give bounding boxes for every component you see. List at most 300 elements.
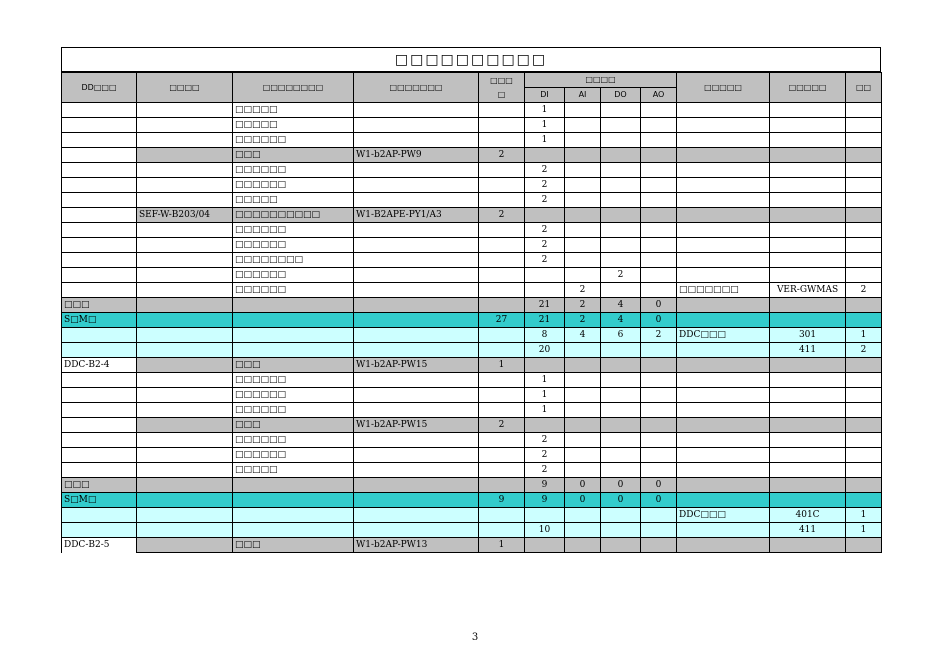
cell-ao	[641, 253, 677, 268]
cell-model	[770, 178, 846, 193]
cell-description: □□□□□□□□	[233, 253, 354, 268]
cell-model	[770, 163, 846, 178]
cell-model: VER-GWMAS	[770, 283, 846, 298]
table-row	[62, 358, 882, 373]
cell-model	[770, 433, 846, 448]
cell-system	[137, 313, 233, 328]
cell-count	[846, 373, 882, 388]
cell-ai	[565, 133, 601, 148]
cell-ao	[641, 178, 677, 193]
cell-do	[601, 148, 641, 163]
header-di: DI	[525, 88, 565, 103]
cell-di: 2	[525, 448, 565, 463]
cell-ddc	[62, 523, 137, 538]
cell-ai: 0	[565, 493, 601, 508]
cell-description: □□□□□□	[233, 283, 354, 298]
cell-model	[770, 478, 846, 493]
table-row	[62, 418, 882, 433]
cell-quantity	[479, 133, 525, 148]
cell-ddc: □□□	[62, 298, 137, 313]
cell-ddc	[62, 283, 137, 298]
cell-module	[677, 298, 770, 313]
cell-ai	[565, 118, 601, 133]
cell-count	[846, 103, 882, 118]
cell-ddc	[62, 388, 137, 403]
cell-quantity	[479, 373, 525, 388]
cell-system	[137, 343, 233, 358]
cell-ao	[641, 358, 677, 373]
cell-code	[354, 523, 479, 538]
cell-quantity	[479, 403, 525, 418]
cell-do	[601, 463, 641, 478]
cell-description	[233, 523, 354, 538]
cell-description: □□□□□	[233, 118, 354, 133]
cell-description: □□□□□□	[233, 223, 354, 238]
cell-count	[846, 253, 882, 268]
cell-ddc	[62, 328, 137, 343]
cell-di	[525, 283, 565, 298]
cell-do	[601, 373, 641, 388]
cell-di: 2	[525, 238, 565, 253]
cell-do	[601, 208, 641, 223]
table-row	[62, 388, 882, 403]
cell-ddc	[62, 403, 137, 418]
cell-code	[354, 253, 479, 268]
cell-ai	[565, 268, 601, 283]
cell-di: 9	[525, 493, 565, 508]
cell-ddc	[62, 178, 137, 193]
cell-module	[677, 223, 770, 238]
cell-count	[846, 478, 882, 493]
cell-model	[770, 418, 846, 433]
cell-ao	[641, 373, 677, 388]
cell-model	[770, 208, 846, 223]
cell-do	[601, 538, 641, 553]
cell-model	[770, 463, 846, 478]
cell-code	[354, 103, 479, 118]
cell-system	[137, 493, 233, 508]
cell-ai	[565, 433, 601, 448]
cell-ao: 0	[641, 478, 677, 493]
cell-count	[846, 208, 882, 223]
cell-module	[677, 478, 770, 493]
cell-di	[525, 418, 565, 433]
cell-quantity	[479, 388, 525, 403]
table-row	[62, 238, 882, 253]
cell-di: 1	[525, 388, 565, 403]
cell-system	[137, 163, 233, 178]
cell-count: 1	[846, 328, 882, 343]
cell-ddc	[62, 268, 137, 283]
cell-module	[677, 208, 770, 223]
cell-system	[137, 448, 233, 463]
cell-description: □□□□□□□□□□	[233, 208, 354, 223]
cell-ai	[565, 463, 601, 478]
cell-system	[137, 478, 233, 493]
cell-description: □□□□□□	[233, 178, 354, 193]
table-row	[62, 298, 882, 313]
cell-system	[137, 403, 233, 418]
cell-di	[525, 208, 565, 223]
cell-di	[525, 358, 565, 373]
cell-quantity	[479, 478, 525, 493]
cell-ao: 2	[641, 328, 677, 343]
cell-count	[846, 148, 882, 163]
cell-ai: 0	[565, 478, 601, 493]
cell-do	[601, 133, 641, 148]
cell-di: 1	[525, 373, 565, 388]
cell-quantity: 9	[479, 493, 525, 508]
cell-description: □□□	[233, 358, 354, 373]
cell-ao	[641, 223, 677, 238]
cell-do	[601, 283, 641, 298]
cell-code	[354, 298, 479, 313]
cell-di: 2	[525, 463, 565, 478]
cell-count	[846, 223, 882, 238]
cell-do	[601, 433, 641, 448]
cell-do	[601, 103, 641, 118]
cell-count	[846, 118, 882, 133]
cell-ddc	[62, 448, 137, 463]
cell-ai	[565, 508, 601, 523]
cell-ddc	[62, 118, 137, 133]
cell-system	[137, 178, 233, 193]
cell-ao	[641, 418, 677, 433]
cell-count: 1	[846, 508, 882, 523]
table-row	[62, 343, 882, 358]
cell-ai	[565, 358, 601, 373]
cell-count	[846, 133, 882, 148]
cell-ddc	[62, 223, 137, 238]
cell-description: □□□□□	[233, 103, 354, 118]
cell-system	[137, 463, 233, 478]
cell-system: SEF-W-B203/04	[137, 208, 233, 223]
cell-di: 2	[525, 253, 565, 268]
cell-do: 0	[601, 478, 641, 493]
cell-do	[601, 388, 641, 403]
cell-ai	[565, 538, 601, 553]
cell-model	[770, 193, 846, 208]
cell-count	[846, 433, 882, 448]
cell-module	[677, 148, 770, 163]
table-row	[62, 133, 882, 148]
table-row	[62, 328, 882, 343]
cell-quantity	[479, 118, 525, 133]
cell-system	[137, 388, 233, 403]
table-row	[62, 433, 882, 448]
cell-code	[354, 238, 479, 253]
cell-di: 21	[525, 313, 565, 328]
cell-module	[677, 193, 770, 208]
cell-di	[525, 268, 565, 283]
cell-do	[601, 178, 641, 193]
cell-count	[846, 358, 882, 373]
cell-ao	[641, 463, 677, 478]
table-row	[62, 208, 882, 223]
cell-do	[601, 403, 641, 418]
cell-do	[601, 418, 641, 433]
cell-ao: 0	[641, 313, 677, 328]
cell-di: 1	[525, 103, 565, 118]
cell-ao	[641, 283, 677, 298]
cell-description	[233, 328, 354, 343]
cell-module	[677, 343, 770, 358]
cell-ddc	[62, 238, 137, 253]
header-model: □□□□□	[770, 73, 846, 103]
page-number: 3	[471, 632, 479, 643]
cell-code	[354, 343, 479, 358]
cell-di: 21	[525, 298, 565, 313]
cell-quantity	[479, 103, 525, 118]
cell-ai	[565, 103, 601, 118]
header-quantity-line1: □□□	[490, 75, 513, 85]
table-header	[62, 73, 882, 103]
cell-code: W1-b2AP-PW9	[354, 148, 479, 163]
cell-di: 1	[525, 403, 565, 418]
cell-module	[677, 163, 770, 178]
cell-ai	[565, 223, 601, 238]
table-row	[62, 148, 882, 163]
cell-do	[601, 448, 641, 463]
cell-count	[846, 388, 882, 403]
cell-quantity	[479, 178, 525, 193]
cell-code	[354, 193, 479, 208]
cell-ao	[641, 163, 677, 178]
cell-ai	[565, 373, 601, 388]
cell-code: W1-b2AP-PW13	[354, 538, 479, 553]
cell-code: W1-b2AP-PW15	[354, 358, 479, 373]
cell-system	[137, 268, 233, 283]
cell-di: 1	[525, 118, 565, 133]
cell-module	[677, 253, 770, 268]
cell-quantity	[479, 238, 525, 253]
cell-count	[846, 493, 882, 508]
cell-di	[525, 538, 565, 553]
cell-ai	[565, 238, 601, 253]
cell-count: 2	[846, 343, 882, 358]
cell-module	[677, 493, 770, 508]
cell-system	[137, 538, 233, 553]
cell-quantity	[479, 523, 525, 538]
cell-system	[137, 508, 233, 523]
cell-quantity	[479, 463, 525, 478]
cell-ai	[565, 448, 601, 463]
cell-system	[137, 148, 233, 163]
cell-ddc	[62, 508, 137, 523]
cell-description: □□□□□□	[233, 388, 354, 403]
cell-ao	[641, 193, 677, 208]
cell-quantity	[479, 163, 525, 178]
cell-system	[137, 238, 233, 253]
cell-module: DDC□□□	[677, 508, 770, 523]
cell-di: 8	[525, 328, 565, 343]
cell-description	[233, 493, 354, 508]
table-row	[62, 118, 882, 133]
cell-count	[846, 463, 882, 478]
cell-model	[770, 358, 846, 373]
cell-ao	[641, 133, 677, 148]
cell-code	[354, 403, 479, 418]
cell-di	[525, 148, 565, 163]
cell-ao	[641, 148, 677, 163]
cell-module: DDC□□□	[677, 328, 770, 343]
cell-di: 2	[525, 178, 565, 193]
table-row	[62, 463, 882, 478]
cell-di: 2	[525, 193, 565, 208]
cell-count	[846, 418, 882, 433]
cell-ao	[641, 448, 677, 463]
cell-quantity: 1	[479, 538, 525, 553]
cell-model	[770, 448, 846, 463]
cell-model	[770, 493, 846, 508]
sheet-title: □□□□□□□□□□	[61, 47, 881, 72]
cell-code: W1-B2APE-PY1/A3	[354, 208, 479, 223]
io-point-table	[61, 72, 882, 553]
cell-system	[137, 328, 233, 343]
cell-quantity: 2	[479, 148, 525, 163]
cell-quantity	[479, 298, 525, 313]
cell-model	[770, 388, 846, 403]
table-row	[62, 283, 882, 298]
cell-description: □□□	[233, 538, 354, 553]
cell-model	[770, 238, 846, 253]
cell-ddc	[62, 463, 137, 478]
cell-quantity	[479, 343, 525, 358]
cell-module	[677, 523, 770, 538]
table-row	[62, 523, 882, 538]
cell-ao	[641, 343, 677, 358]
cell-module	[677, 118, 770, 133]
cell-ao	[641, 538, 677, 553]
table-row	[62, 538, 882, 553]
cell-quantity: 27	[479, 313, 525, 328]
cell-ao	[641, 103, 677, 118]
cell-model	[770, 373, 846, 388]
cell-ao	[641, 523, 677, 538]
cell-module	[677, 418, 770, 433]
cell-do	[601, 238, 641, 253]
cell-system	[137, 253, 233, 268]
cell-description: □□□□□□	[233, 238, 354, 253]
cell-ai	[565, 253, 601, 268]
cell-do	[601, 358, 641, 373]
cell-quantity	[479, 193, 525, 208]
cell-do	[601, 508, 641, 523]
cell-do: 4	[601, 298, 641, 313]
cell-count	[846, 193, 882, 208]
cell-model	[770, 268, 846, 283]
cell-count	[846, 448, 882, 463]
table-row	[62, 253, 882, 268]
cell-quantity: 2	[479, 418, 525, 433]
cell-module	[677, 103, 770, 118]
header-ddc: DD□□□	[62, 73, 137, 103]
cell-quantity	[479, 223, 525, 238]
table-row	[62, 478, 882, 493]
cell-ai	[565, 418, 601, 433]
cell-module	[677, 403, 770, 418]
cell-ddc: DDC-B2-4	[62, 358, 137, 373]
cell-ddc	[62, 433, 137, 448]
cell-module	[677, 448, 770, 463]
cell-module	[677, 463, 770, 478]
cell-ao	[641, 208, 677, 223]
cell-count	[846, 163, 882, 178]
cell-module	[677, 268, 770, 283]
table-row	[62, 448, 882, 463]
header-count: □□	[846, 73, 882, 103]
cell-system	[137, 523, 233, 538]
cell-description: □□□□□□	[233, 403, 354, 418]
cell-system	[137, 223, 233, 238]
cell-ddc	[62, 103, 137, 118]
cell-ai	[565, 163, 601, 178]
cell-ai: 4	[565, 328, 601, 343]
cell-code	[354, 133, 479, 148]
cell-count	[846, 313, 882, 328]
cell-ai	[565, 148, 601, 163]
cell-ddc: S□M□	[62, 493, 137, 508]
header-quantity	[479, 73, 525, 103]
cell-do	[601, 118, 641, 133]
cell-ddc	[62, 343, 137, 358]
cell-code	[354, 118, 479, 133]
cell-quantity: 2	[479, 208, 525, 223]
cell-description	[233, 508, 354, 523]
cell-quantity	[479, 283, 525, 298]
header-ai: AI	[565, 88, 601, 103]
cell-ddc: DDC-B2-5	[62, 538, 137, 553]
cell-system	[137, 193, 233, 208]
cell-do	[601, 253, 641, 268]
cell-count	[846, 268, 882, 283]
cell-ddc	[62, 418, 137, 433]
cell-system	[137, 298, 233, 313]
table-row	[62, 193, 882, 208]
cell-system	[137, 358, 233, 373]
cell-model	[770, 223, 846, 238]
table-row	[62, 373, 882, 388]
cell-model: 401C	[770, 508, 846, 523]
cell-count	[846, 538, 882, 553]
cell-ai	[565, 193, 601, 208]
cell-ddc	[62, 163, 137, 178]
cell-code	[354, 268, 479, 283]
cell-code	[354, 463, 479, 478]
cell-ddc: S□M□	[62, 313, 137, 328]
cell-description: □□□□□	[233, 193, 354, 208]
cell-model: 411	[770, 523, 846, 538]
cell-model	[770, 313, 846, 328]
header-ao: AO	[641, 88, 677, 103]
cell-description: □□□□□□	[233, 448, 354, 463]
cell-do: 4	[601, 313, 641, 328]
table-row	[62, 403, 882, 418]
cell-system	[137, 133, 233, 148]
cell-code	[354, 433, 479, 448]
cell-do: 0	[601, 493, 641, 508]
cell-quantity	[479, 328, 525, 343]
cell-code	[354, 388, 479, 403]
cell-system	[137, 103, 233, 118]
cell-module	[677, 313, 770, 328]
cell-system	[137, 118, 233, 133]
cell-model	[770, 538, 846, 553]
cell-module	[677, 433, 770, 448]
cell-description: □□□□□□	[233, 133, 354, 148]
cell-module	[677, 358, 770, 373]
header-system: □□□□	[137, 73, 233, 103]
